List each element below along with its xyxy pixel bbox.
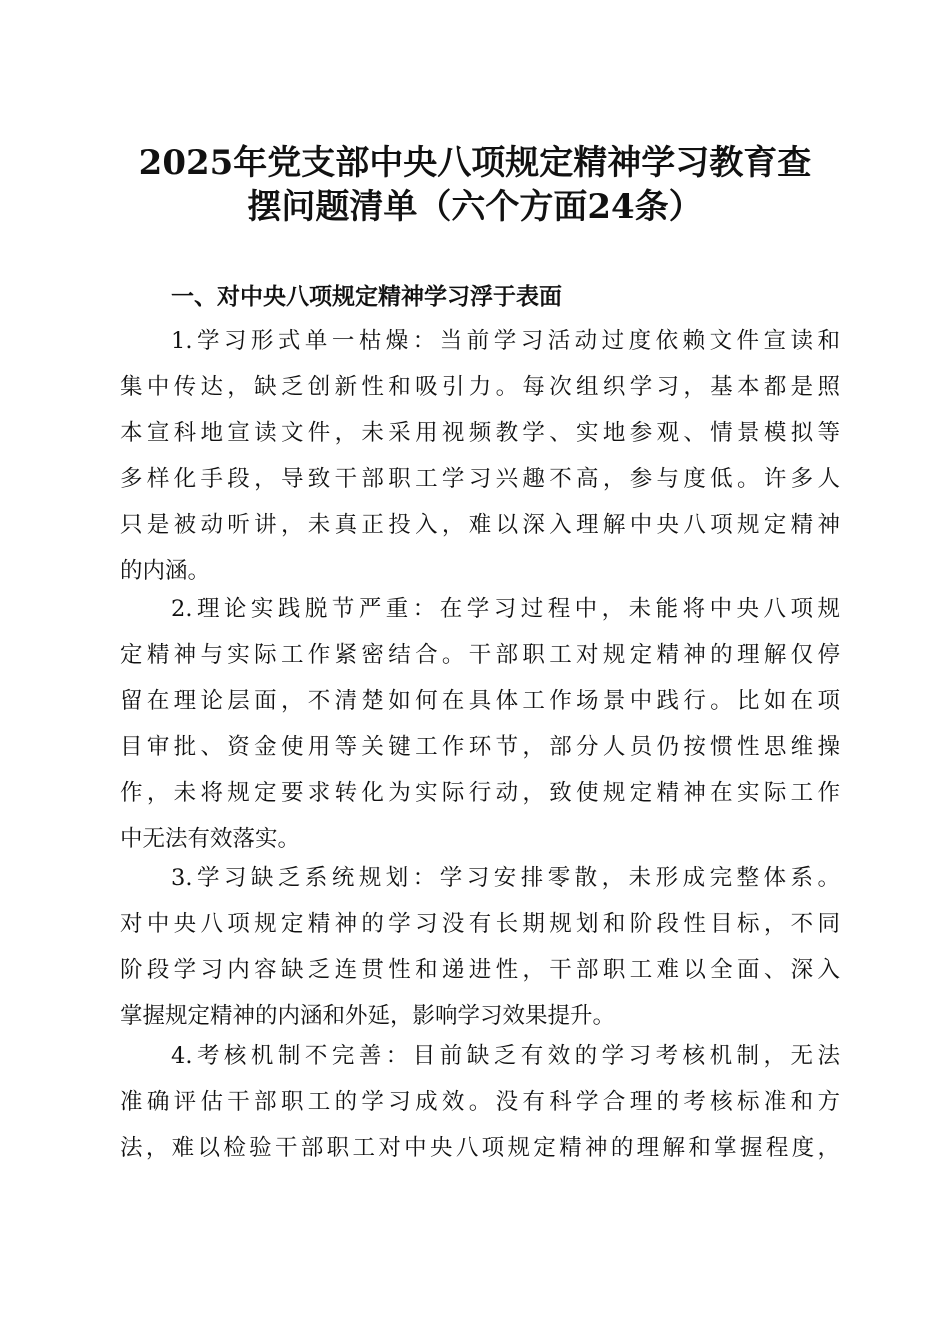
paragraph-line: 多样化手段，导致干部职工学习兴趣不高，参与度低。许多人 xyxy=(120,466,840,492)
paragraph-line: 2.理论实践脱节严重：在学习过程中，未能将中央八项规 xyxy=(171,596,840,622)
paragraph-1 xyxy=(120,318,840,594)
paragraph-line: 4.考核机制不完善：目前缺乏有效的学习考核机制，无法 xyxy=(171,1043,840,1069)
paragraph-line: 的内涵。 xyxy=(120,558,211,584)
title-line-1: 2025年党支部中央八项规定精神学习教育查 xyxy=(138,143,812,183)
paragraph-line: 阶段学习内容缺乏连贯性和递进性，干部职工难以全面、深入 xyxy=(120,957,840,983)
section-heading: 一、对中央八项规定精神学习浮于表面 xyxy=(171,284,562,310)
paragraph-line: 本宣科地宣读文件，未采用视频教学、实地参观、情景模拟等 xyxy=(120,420,840,446)
paragraph-line: 准确评估干部职工的学习成效。没有科学合理的考核标准和方 xyxy=(120,1089,840,1115)
paragraph-line: 1.学习形式单一枯燥：当前学习活动过度依赖文件宣读和 xyxy=(171,328,840,354)
paragraph-line: 定精神与实际工作紧密结合。干部职工对规定精神的理解仅停 xyxy=(120,642,840,668)
paragraph-line: 只是被动听讲，未真正投入，难以深入理解中央八项规定精神 xyxy=(120,512,840,538)
paragraph-line: 作，未将规定要求转化为实际行动，致使规定精神在实际工作 xyxy=(120,780,840,806)
paragraph-2 xyxy=(120,586,840,862)
paragraph-line: 掌握规定精神的内涵和外延，影响学习效果提升。 xyxy=(120,1003,616,1029)
paragraph-line: 对中央八项规定精神的学习没有长期规划和阶段性目标，不同 xyxy=(120,911,840,937)
paragraph-line: 目审批、资金使用等关键工作环节，部分人员仍按惯性思维操 xyxy=(120,734,840,760)
document-title xyxy=(100,141,850,229)
paragraph-3 xyxy=(120,855,840,1039)
title-line-2: 摆问题清单（六个方面24条） xyxy=(247,187,703,227)
paragraph-line: 法，难以检验干部职工对中央八项规定精神的理解和掌握程度， xyxy=(120,1135,840,1161)
paragraph-4 xyxy=(120,1033,840,1171)
paragraph-line: 中无法有效落实。 xyxy=(120,826,301,852)
paragraph-line: 集中传达，缺乏创新性和吸引力。每次组织学习，基本都是照 xyxy=(120,374,840,400)
paragraph-line: 3.学习缺乏系统规划：学习安排零散，未形成完整体系。 xyxy=(171,865,840,891)
paragraph-line: 留在理论层面，不清楚如何在具体工作场景中践行。比如在项 xyxy=(120,688,840,714)
